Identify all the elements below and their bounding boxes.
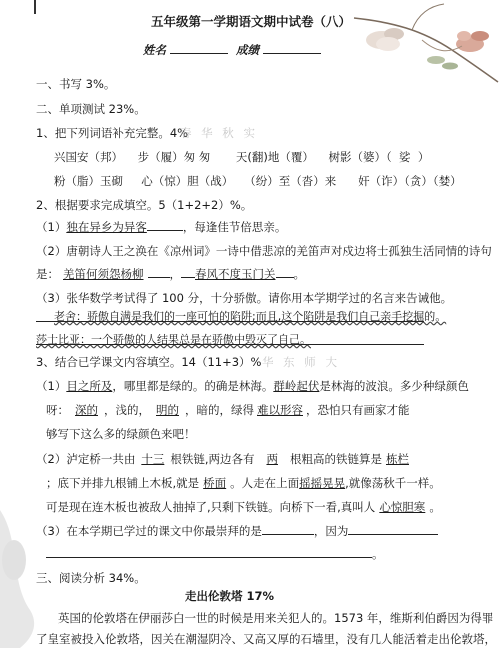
q3-para-1-text-3: 呀： (46, 403, 69, 417)
q2-item-2-prefix: 是： (36, 267, 59, 281)
q2-item-1-blank-tail (147, 220, 183, 231)
name-blank[interactable] (170, 43, 228, 54)
q3-para-2-answer-6[interactable]: 心惊胆寒 (379, 500, 426, 514)
q2-item-2-answer-1[interactable]: 羌笛何须怨杨柳 (63, 267, 144, 281)
q2-item-1-prefix: （1） (36, 220, 67, 234)
q3-para-3-line-2 (46, 546, 384, 562)
q3-para-2-line-1 (36, 451, 413, 467)
q3-para-2-answer-4[interactable]: 桥面 (203, 476, 227, 490)
q3-para-2-text-8: 。 (429, 500, 441, 514)
q2-item-2-blank-2 (181, 267, 195, 278)
q3-para-3-blank-2[interactable] (348, 524, 438, 535)
page-margin-mark (34, 0, 36, 14)
q3-para-2-answer-3[interactable]: 栋栏 (385, 452, 409, 466)
section-heading-single-test: 二、单项测试 23%。 (36, 102, 146, 116)
q2-item-3-answer-line-1[interactable] (36, 307, 447, 323)
q3-para-2-answer-1[interactable]: 十三 (141, 452, 165, 466)
q3-para-1-answer-3[interactable]: 深的 (75, 403, 98, 417)
q1-answer-row-2: 粉（脂）玉砌 心（惊）胆（战） （纷）至（沓）来 奸（诈）（贪）（婪） (54, 174, 462, 188)
name-label: 姓名 (143, 43, 166, 57)
q3-para-1-text-1: ，哪里都是绿的。的确是林海。 (112, 379, 274, 393)
q3-para-2-answer-5[interactable]: 摇摇晃晃 (299, 476, 346, 490)
q3-para-2-text-1: （2）泸定桥一共由 (36, 452, 136, 466)
q3-para-3-line-1 (36, 523, 438, 539)
q3-para-1-line-2 (46, 402, 410, 418)
q3-para-2-text-7: 可是现在连木板也被敌人抽掉了,只剩下铁链。向桥下一看,真叫人 (46, 500, 376, 514)
score-blank[interactable] (263, 43, 321, 54)
q3-watermark-text: 华 东 师 大 (262, 355, 340, 369)
q1-watermark-text: 春 华 秋 实 (180, 126, 258, 140)
q2-item-3-answer-line-2[interactable] (36, 330, 424, 345)
q2-item-1-suffix: ，每逢佳节倍思亲。 (182, 220, 287, 234)
q3-para-2-text-3: 根粗高的铁链算是 (289, 452, 382, 466)
score-label: 成绩 (236, 43, 259, 57)
article-paragraph-line-2: 了皇室被投入伦敦塔，因关在潮湿阴冷、又高又厚的石墙里，没有几人能活着走出伦敦塔， (36, 632, 496, 646)
q3-para-3-text-1: （3）在本学期已学过的课文中你最崇拜的是 (36, 524, 262, 538)
q3-para-3-blank-1[interactable] (262, 524, 314, 535)
q1-prompt: 1、把下列词语补充完整。4% (36, 126, 189, 140)
q2-item-2-answer-2[interactable]: 春风不度玉门关 (195, 267, 276, 281)
q3-para-1-text-4: ，浅的， (104, 403, 150, 417)
q3-para-1-answer-1[interactable]: 目之所及 (66, 379, 113, 393)
q2-item-3-quote-2: 莎士比亚：一个骄傲的人结果总是在骄傲中毁灭了自己。 (36, 333, 311, 346)
q3-para-2-text-5: 。人走在上面 (230, 476, 300, 490)
q2-item-1-answer[interactable]: 独在异乡为异客 (66, 220, 147, 234)
q3-para-3-text-2: ，因为 (313, 524, 349, 538)
q2-item-2-blank-3 (276, 267, 294, 278)
q1-answer-row-1: 兴国安（邦） 步（履）匆 匆 天(翻)地（覆） 树影（婆）（ 娑 ） (54, 150, 430, 164)
q3-para-1-answer-2[interactable]: 群岭起伏 (273, 379, 320, 393)
q3-para-2-text-6: ,就像荡秋千一样。 (345, 476, 441, 490)
q3-para-2-line-3 (46, 499, 441, 515)
q2-item-2-line-2 (36, 266, 305, 282)
q3-para-1-prefix: （1） (36, 379, 67, 393)
q2-item-2-blank-1 (148, 267, 170, 278)
q3-para-1-line-3: 够写下这么多的绿颜色来吧！ (46, 427, 196, 441)
q2-item-3-quote-1: 老舍：骄傲自满是我们的一座可怕的陷阱;而且,这个陷阱是我们自己亲手挖掘的。 (54, 310, 447, 323)
q3-para-1-answer-5[interactable]: 难以形容 (257, 403, 303, 417)
name-field[interactable] (143, 42, 228, 58)
q2-item-3-prompt: （3）张华数学考试得了 100 分，十分骄傲。请你用本学期学过的名言来告诫他。 (36, 291, 453, 305)
q3-para-1-answer-4[interactable]: 明的 (156, 403, 179, 417)
section-heading-reading: 三、阅读分析 34%。 (36, 571, 146, 585)
exam-title: 五年级第一学期语文期中试卷（八） (151, 14, 352, 29)
q3-para-2-answer-2[interactable]: 两 (266, 452, 278, 466)
q2-item-1 (36, 219, 286, 235)
score-field[interactable] (236, 42, 321, 58)
q3-para-3-period: 。 (372, 547, 384, 561)
article-title: 走出伦敦塔 17% (185, 589, 275, 603)
q3-para-1-text-6: ，恐怕只有画家才能 (306, 403, 410, 417)
q3-para-1-line-1 (36, 378, 469, 394)
q3-para-1-text-2: 是林海的波浪。多少种绿颜色 (319, 379, 469, 393)
q3-para-2-text-2: 根铁链,两边各有 (170, 452, 255, 466)
q2-item-2-period: 。 (293, 267, 305, 281)
q2-prompt: 2、根据要求完成填空。5（1+2+2）%。 (36, 198, 253, 212)
q3-para-3-blank-3[interactable] (46, 547, 372, 558)
section-heading-writing: 一、书写 3%。 (36, 77, 116, 91)
q2-item-2-comma: ， (169, 267, 181, 281)
magnolia-branch-illustration (352, 0, 500, 92)
article-paragraph-line-1: 英国的伦敦塔在伊丽莎白一世的时候是用来关犯人的。1573 年，维斯利伯爵因为得罪 (58, 611, 494, 625)
q3-para-2-text-4: ；底下并排九根铺上木板,就是 (46, 476, 200, 490)
q3-para-1-text-5: ，暗的，绿得 (185, 403, 254, 417)
q3-prompt: 3、结合已学课文内容填空。14（11+3）% (36, 355, 262, 369)
q3-para-2-line-2 (46, 475, 441, 491)
q2-item-2-line-1: （2）唐朝诗人王之涣在《凉州词》一诗中借悲凉的羌笛声对戍边将士孤独生活同情的诗句 (36, 244, 492, 258)
